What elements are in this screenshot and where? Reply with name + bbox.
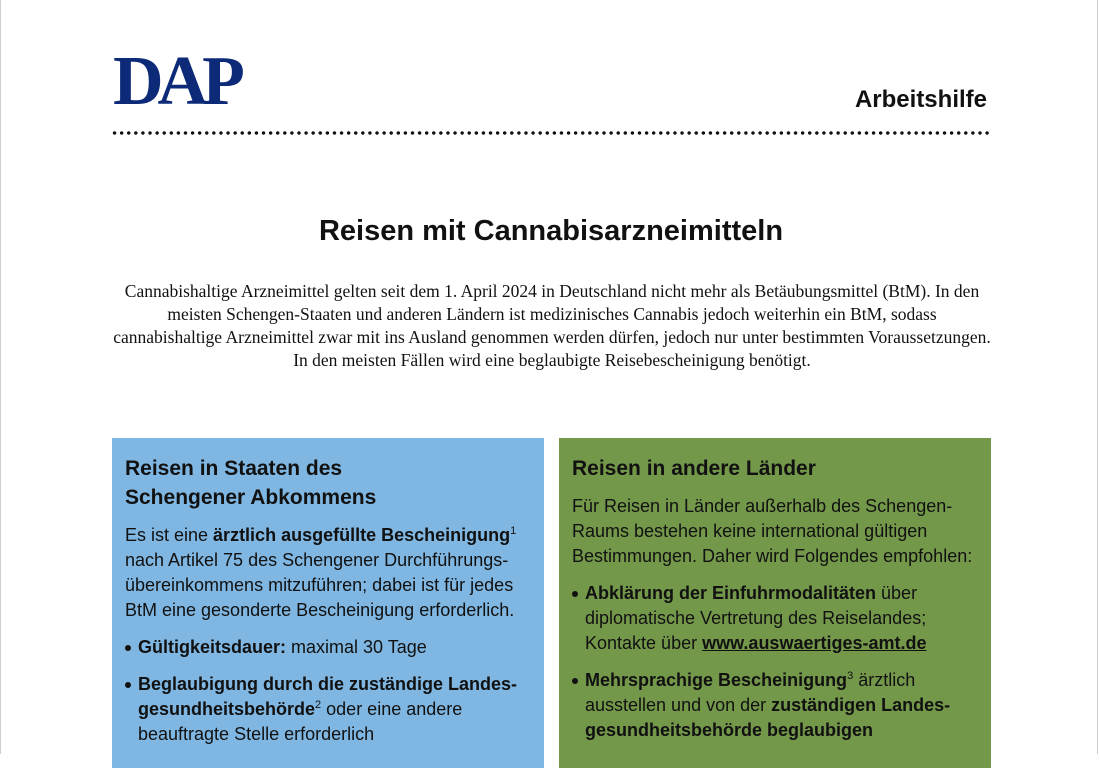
schengen-paragraph-end: nach Artikel 75 des Schengener Durchführungsübereinkommens mitzuführen; dabei ist für jedes BtM eine gesonderte Bescheinigung erforderlich. [125,550,515,620]
other-countries-heading: Reisen in andere Länder [572,457,816,480]
dotted-divider [111,130,991,136]
auswaertiges-amt-link[interactable]: www.auswaertiges-amt.de [702,633,927,653]
other-countries-bullet-list [572,581,978,743]
footnote-ref-2: 2 [315,699,322,711]
schengen-heading [125,454,531,512]
schengen-paragraph [125,523,531,623]
schengen-info-box [112,438,544,768]
other-bullet-import [572,581,978,656]
other-bullet-multilingual [572,668,978,743]
certification-label: Beglaubigung durch die zuständige Landesgesundheitsbehörde [138,674,518,719]
validity-label: Gültigkeitsdauer: [138,637,287,657]
page-title: Reisen mit Cannabisarzneimitteln [318,215,784,247]
intro-paragraph: Cannabishaltige Arzneimittel gelten seit dem 1. April 2024 in Deutschland nicht mehr als Betäubungsmittel (BtM). In den meisten Schengen-Staaten und anderen Ländern ist medizinisches Cannabis jedoch weiterhin ein BtM, sodass cannabishaltige Arzneimittel zwar mit ins Ausland genommen werden dürfen, jedoch nur unter bestimmten Voraussetzungen. In den meisten Fällen wird eine beglaubigte Reisebescheinigung benötigt. [113,281,991,370]
other-countries-info-box [559,438,991,768]
schengen-paragraph-start: Es ist eine [125,525,214,545]
validity-value: maximal 30 Tage [286,637,427,657]
footnote-ref-3: 3 [847,670,854,682]
schengen-bullet-certification [125,672,531,747]
import-label: Abklärung der Einfuhrmodalitäten [585,583,877,603]
footnote-ref-1: 1 [510,525,517,537]
multilingual-label: Mehrsprachige Bescheinigung [585,670,848,690]
schengen-bullet-list [125,635,531,747]
other-countries-paragraph: Für Reisen in Länder außerhalb des Schengen-Raums bestehen keine international gültigen Bestimmungen. Daher wird Folgendes empfohlen: [572,496,973,566]
schengen-heading-line2: Schengener Abkommens [125,486,377,509]
schengen-bullet-validity [125,635,531,660]
multilingual-text: ärztlich ausstellen und von der [585,670,916,715]
multilingual-bold-end: zuständigen Landesgesundheitsbehörde beglaubigen [585,695,951,740]
dap-logo: DAP [113,43,239,120]
document-type-label: Arbeitshilfe [854,86,987,113]
import-text: über diplomatische Vertretung des Reiselandes; Kontakte über [585,583,927,653]
schengen-paragraph-bold: ärztlich ausgefüllte Bescheinigung [213,525,511,545]
schengen-heading-line1: Reisen in Staaten des [125,457,343,480]
certification-text: oder eine andere beauftragte Stelle erforderlich [138,699,463,744]
